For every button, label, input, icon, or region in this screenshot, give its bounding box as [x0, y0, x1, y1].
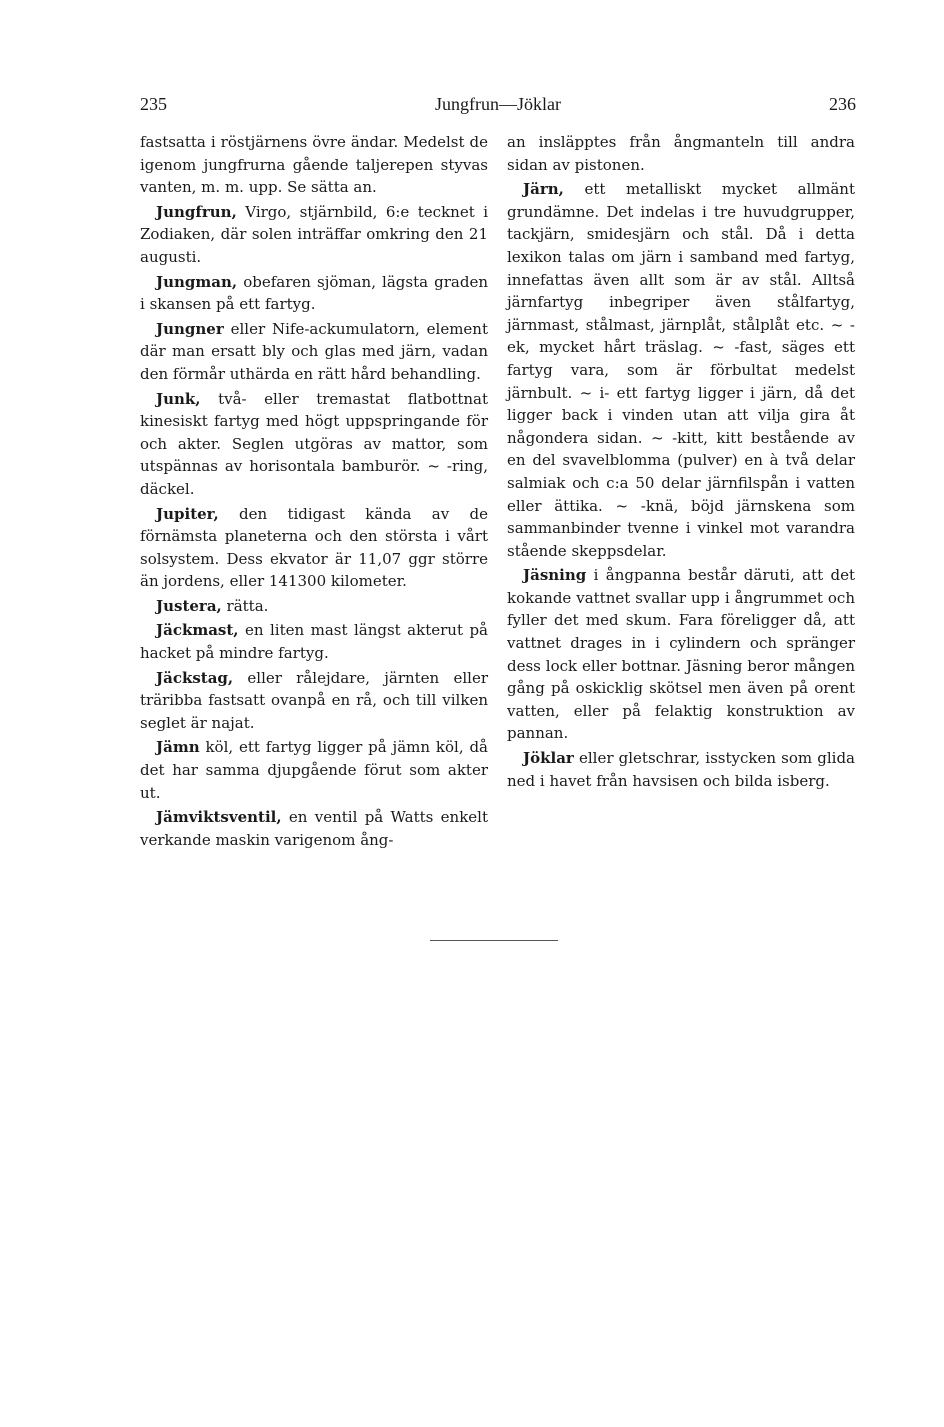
dictionary-entry — [507, 747, 855, 792]
running-title: Jungfrun—Jöklar — [435, 94, 561, 114]
page-number-left: 235 — [140, 94, 167, 114]
entry-text: rätta. — [221, 596, 269, 615]
end-rule — [430, 940, 558, 941]
entry-text: eller Nife-ackumulatorn, element där man ersatt bly och glas med järn, vadan den förmår uthärda en rätt hård behandling. — [140, 319, 488, 383]
right-column — [507, 131, 855, 792]
page-number-right: 236 — [829, 94, 856, 114]
entry-text: en ventil på Watts enkelt verkande maskin varigenom ång- — [140, 808, 488, 849]
entry-text: eller gletschrar, isstycken som glida ned i havet från havsisen och bilda isberg. — [507, 749, 855, 790]
entry-text: obefaren sjöman, lägsta graden i skansen på ett fartyg. — [140, 272, 488, 314]
entry-headword: Jäsning — [523, 566, 587, 585]
dictionary-entry — [140, 201, 488, 269]
dictionary-entry — [140, 736, 488, 804]
entry-headword: Junk, — [156, 389, 201, 408]
entry-headword: Jäckmast, — [156, 621, 239, 640]
dictionary-entry — [140, 318, 488, 386]
entry-text: Virgo, stjärnbild, 6:e tecknet i Zodiaken, där solen inträffar omkring den 21 augusti. — [140, 202, 488, 266]
dictionary-entry — [140, 388, 488, 501]
dictionary-entry — [140, 595, 488, 618]
entry-text: köl, ett fartyg ligger på jämn köl, då det har samma djupgående förut som akter ut. — [140, 738, 488, 802]
dictionary-entry — [140, 131, 488, 199]
entry-headword: Jungfrun, — [156, 202, 237, 221]
dictionary-entry — [140, 619, 488, 664]
entry-headword: Justera, — [156, 596, 222, 615]
entry-text: an insläpptes från ångmanteln till andra sidan av pistonen. — [507, 133, 855, 174]
dictionary-entry — [140, 503, 488, 593]
entry-text: den tidigast kända av de förnämsta planeterna och den största i vårt solsystem. Dess ekvator är 11,07 ggr större än jordens, eller 141300 kilometer. — [140, 504, 488, 591]
entry-headword: Järn, — [523, 180, 564, 199]
dictionary-entry — [140, 667, 488, 735]
dictionary-entry — [507, 178, 855, 562]
left-column — [140, 131, 488, 851]
dictionary-entry — [140, 271, 488, 316]
dictionary-entry — [140, 806, 488, 851]
entry-text: eller rålejdare, järnten eller träribba fastsatt ovanpå en rå, och till vilken seglet är najat. — [140, 668, 488, 732]
dictionary-entry — [507, 131, 855, 176]
entry-headword: Jämviktsventil, — [156, 808, 282, 827]
entry-text: fastsatta i röstjärnens övre ändar. Medelst de igenom jungfrurna gående taljerepen styvas vanten, m. m. upp. Se sätta an. — [140, 133, 488, 197]
entry-text: två- eller tremastat flatbottnat kinesiskt fartyg med högt uppspringande för och akter. Seglen utgöras av mattor, som utspännas av horisontala bamburör. ~ -ring, däckel. — [140, 389, 488, 498]
entry-headword: Jungman, — [156, 272, 238, 291]
entry-headword: Jäckstag, — [156, 668, 234, 687]
entry-text: en liten mast längst akterut på hacket på mindre fartyg. — [140, 621, 488, 663]
entry-headword: Jämn — [156, 738, 200, 757]
entry-headword: Jupiter, — [156, 504, 219, 523]
entry-text: ett metalliskt mycket allmänt grundämne. Det indelas i tre huvudgrupper, tackjärn, smidesjärn och stål. Då i detta lexikon talas om järn i samband med fartyg, innefattas även allt som är av stål. Alltså järnfartyg inbegriper även stålfartyg, järnmast, stålmast, järnplåt, stålplåt etc. ~ -ek, mycket hårt träslag. ~ -fast, säges ett fartyg vara, som är förbultat medelst järnbult. ~ i- ett fartyg ligger i järn, då det ligger back i vinden utan att vilja gira åt någondera sidan. ~ -kitt, kitt bestående av en del svavelblomma (pulver) en à två delar salmiak och c:a 50 delar järnfilspån i vatten eller ättika. ~ -knä, böjd järnskena som sammanbinder tvenne i vinkel mot varandra stående skeppsdelar. — [507, 180, 855, 560]
entry-text: i ångpanna består däruti, att det kokande vattnet svallar upp i ångrummet och fyller det med skum. Fara föreligger då, att vattnet drages in i cylindern och spränger dess lock eller bottnar. Jäsning beror mången gång på oskicklig skötsel men även på orent vatten, eller på felaktig konstruktion av pannan. — [507, 566, 855, 743]
dictionary-entry — [507, 564, 855, 745]
entry-headword: Jöklar — [523, 749, 574, 768]
page-header — [140, 94, 856, 116]
entry-headword: Jungner — [156, 319, 224, 338]
